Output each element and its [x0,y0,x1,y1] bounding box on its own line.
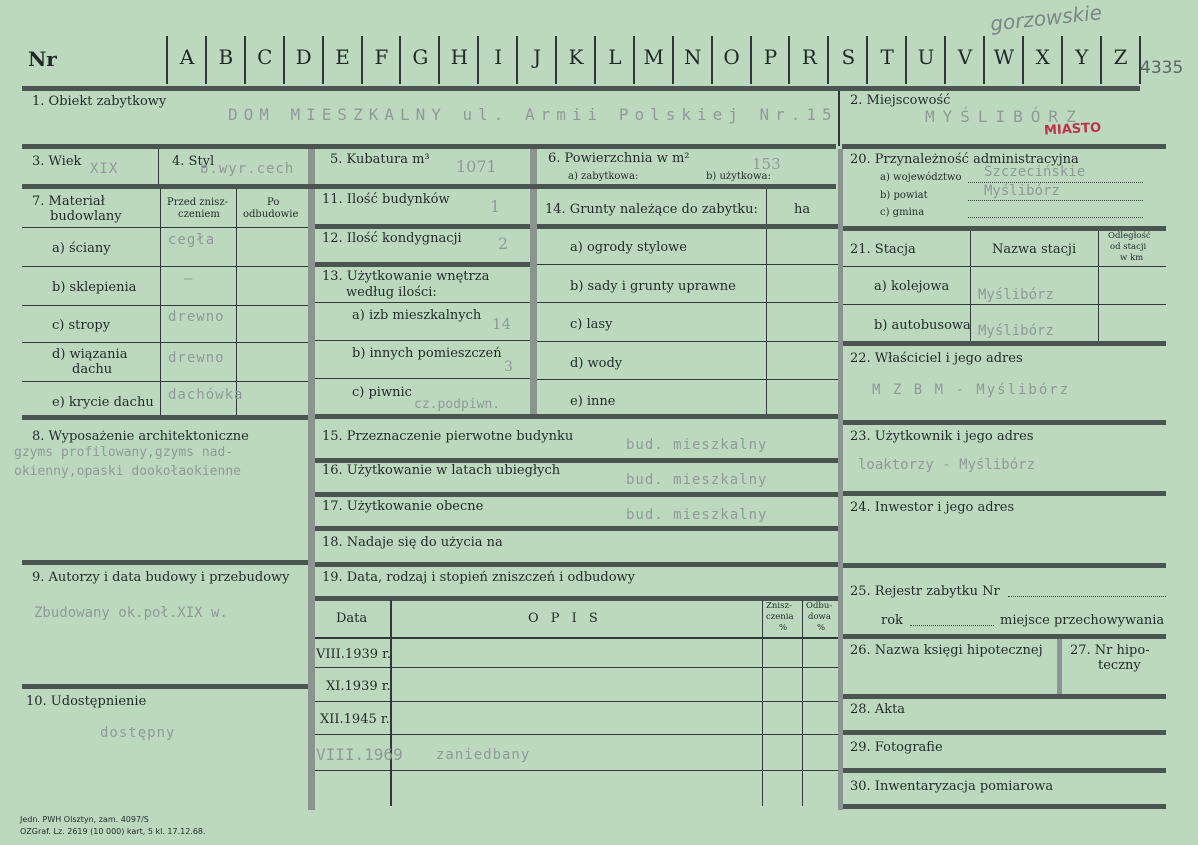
index-letter-c: C [257,45,273,69]
f21-a: a) kolejowa [874,279,950,294]
f21-b-value: Myślibórz [978,323,1054,339]
f17-label: 17. Użytkowanie obecne [322,499,484,514]
f19-col-destr-2: czenia [766,612,794,622]
index-letter-v: V [957,45,973,69]
f23-label: 23. Użytkownik i jego adres [850,429,1034,444]
footer-line-1: Jedn. PWH Olsztyn, zam. 4097/S [20,815,149,824]
f14-label: 14. Grunty należące do zabytku: [545,202,758,217]
f7-row-roof-value: dachówka [168,387,244,403]
f16-label: 16. Użytkowanie w latach ubiegłych [322,463,561,478]
rule [315,224,530,229]
f24-label: 24. Inwestor i jego adres [850,500,1015,515]
f7-row-vaults-value: – [184,271,194,287]
f6-a: a) zabytkowa: [568,171,639,182]
f7-col-before-2: czeniem [178,209,220,220]
f12-label: 12. Ilość kondygnacji [322,231,462,246]
f3-label: 3. Wiek [32,154,82,169]
rule [843,420,1166,425]
rule [842,144,1166,149]
f6-value: 153 [752,155,781,173]
rule [315,262,530,267]
f10-label: 10. Udostępnienie [26,694,147,709]
rule [537,264,838,265]
f2-label: 2. Miejscowość [850,93,951,108]
index-letter-o: O [723,45,740,69]
rule [315,492,838,497]
f19-col-rebuild-2: dowa [808,612,831,622]
divider [158,149,159,186]
column-divider [308,149,315,810]
f27-label-2: teczny [1098,658,1141,673]
f19-row-4-date: VIII.1969 [316,745,403,764]
f20-a: a) województwo [880,172,962,183]
f20-c: c) gmina [880,207,925,218]
f13-a-value: 14 [492,315,512,333]
rule [315,562,838,567]
f19-row-2-date: XI.1939 r. [326,679,391,694]
f7-row-trusses-label-1: d) wiązania [52,347,128,362]
rule [315,414,838,419]
index-letter-j: J [533,45,542,69]
f19-col-date: Data [336,611,368,626]
index-letter-d: D [295,45,312,69]
f20-b-value: Myślibórz [984,183,1060,199]
rule [843,266,1166,267]
dotted-line [1008,596,1166,597]
f13-c-value: cz.podpiwn. [414,397,501,412]
f15-label: 15. Przeznaczenie pierwotne budynku [322,429,574,444]
f7-row-ceilings-label: c) stropy [52,318,111,333]
index-letter-s: S [841,45,856,69]
f25-label: 25. Rejestr zabytku Nr [850,584,1000,599]
index-letter-i: I [494,45,503,69]
index-letter-f: F [374,45,389,69]
index-letter-x: X [1035,45,1050,69]
rule [315,667,838,668]
f26-label: 26. Nazwa księgi hipotecznej [850,643,1043,658]
f10-value: dostępny [100,725,176,741]
f20-a-value: Szczecińskie [984,164,1086,180]
f19-col-desc: O P I S [528,611,602,626]
index-letter-y: Y [1075,45,1089,69]
f21-col-dist-3: w km [1120,253,1144,263]
f13-b: b) innych pomieszczeń [352,346,502,361]
rule [537,379,838,380]
f17-value: bud. mieszkalny [626,507,768,523]
index-letter-a: A [179,45,195,69]
f12-value: 2 [498,234,509,253]
f25-rok: rok [881,613,903,628]
index-letter-m: M [643,45,665,69]
f1-value: DOM MIESZKALNY ul. Armii Polskiej Nr.15 [228,105,838,124]
rule [315,637,838,639]
rule [315,378,530,379]
f16-value: bud. mieszkalny [626,472,768,488]
f21-b: b) autobusowa [874,318,971,333]
footer-line-2: OZGraf. Lz. 2619 (10 000) kart, 5 kl. 17.12.68. [20,827,206,836]
rule [22,227,308,228]
f30-label: 30. Inwentaryzacja pomiarowa [850,779,1054,794]
f7-label-1: 7. Materiał [32,194,105,209]
f5-value: 1071 [456,157,497,176]
index-letter-w: W [993,45,1015,69]
column-divider [838,419,843,810]
f7-row-walls-label: a) ściany [52,241,111,256]
f13-label-1: 13. Użytkowanie wnętrza [322,269,490,284]
f6-label: 6. Powierzchnia w m² [548,151,690,166]
f19-col-destr-1: Znisz- [766,601,792,611]
index-letter-u: U [917,45,935,69]
rule [22,560,308,565]
f7-row-vaults-label: b) sklepienia [52,280,137,295]
f21-col-dist-2: od stacji [1110,242,1147,252]
rule [843,694,1166,699]
f4-value: b.wyr.cech [200,161,295,177]
f8-line-1: gzyms profilowany,gzyms nad- [14,445,234,460]
rule [22,415,308,420]
f19-row-4-desc: zaniedbany [436,747,531,763]
f2-stamp: MIASTO [1043,120,1102,139]
f7-row-walls-value: cegła [168,232,216,248]
index-letter-n: N [683,45,702,69]
rule [22,144,836,149]
f22-value: M Z B M - Myślibórz [872,382,1071,398]
rule [843,804,1166,809]
dotted-line [968,200,1143,201]
index-letter-e: E [335,45,350,69]
handwritten-region-note: gorzowskie [989,0,1104,36]
rule [537,302,838,303]
f14-item-d: d) wody [570,356,623,371]
index-letter-b: B [218,45,234,69]
f19-label: 19. Data, rodzaj i stopień zniszczeń i odbudowy [322,570,636,585]
f13-c: c) piwnic [352,385,412,400]
rule [843,768,1166,773]
rule [22,305,308,306]
index-letter-g: G [412,45,429,69]
f7-row-roof-label: e) krycie dachu [52,395,154,410]
f29-label: 29. Fotografie [850,740,943,755]
f20-b: b) powiat [880,190,928,201]
rule [843,634,1166,639]
header-rule [22,86,1140,91]
index-letter-r: R [801,45,817,69]
dotted-line [910,625,994,626]
rule [315,770,838,771]
rule [537,341,838,342]
divider [1098,231,1099,343]
index-letter-l: L [608,45,622,69]
rule [315,701,838,702]
f22-label: 22. Właściciel i jego adres [850,351,1023,366]
divider [390,600,392,806]
rule [843,341,1166,346]
f2-value: MYŚLIBÓRZ [925,107,1084,126]
f7-col-after-1: Po [267,197,280,208]
f8-label: 8. Wyposażenie architektoniczne [32,429,249,444]
f19-row-1-date: VIII.1939 r. [316,647,392,662]
rule [315,734,838,735]
column-divider [838,149,843,419]
f18-label: 18. Nadaje się do użycia na [322,535,503,550]
f14-item-a: a) ogrody stylowe [570,240,687,255]
f7-row-trusses-value: drewno [168,350,225,366]
f21-label: 21. Stacja [850,242,916,257]
f1-label: 1. Obiekt zabytkowy [32,94,167,109]
f8-line-2: okienny,opaski dookołaokienne [14,464,241,479]
f6-b: b) użytkowa: [706,171,771,182]
f9-label: 9. Autorzy i data budowy i przebudowy [32,570,290,585]
f7-col-after-2: odbudowie [243,209,299,220]
f13-b-value: 3 [504,359,513,375]
index-letter-p: P [763,45,778,69]
f3-value: XIX [90,161,119,177]
f5-label: 5. Kubatura m³ [330,152,430,167]
f7-row-trusses-label-2: dachu [72,362,113,377]
f13-label-2: według ilości: [346,285,437,300]
rule [315,302,530,303]
rule [315,596,838,601]
f14-item-b: b) sady i grunty uprawne [570,279,736,294]
f19-row-3-date: XII.1945 r. [320,712,390,727]
f21-col-dist-1: Odległość [1108,231,1151,241]
nr-label: Nr [28,47,57,71]
rule [843,491,1166,496]
f9-value: Zbudowany ok.poł.XIX w. [34,605,228,621]
rule [843,304,1166,305]
divider [802,600,803,806]
rule [843,730,1166,735]
dotted-line [968,217,1143,218]
divider [838,91,840,146]
f19-col-rebuild-1: Odbu- [806,601,833,611]
f15-value: bud. mieszkalny [626,437,768,453]
rule [843,563,1166,568]
handwritten-card-number: 4335 [1140,58,1184,78]
index-letter-z: Z [1113,45,1128,69]
rule [22,342,308,343]
f27-label-1: 27. Nr hipo- [1070,643,1150,658]
f25-place: miejsce przechowywania [1000,613,1165,628]
f23-value: loaktorzy - Myślibórz [858,457,1036,473]
rule [22,381,308,382]
rule [315,340,530,341]
rule [22,266,308,267]
f14-item-c: c) lasy [570,317,613,332]
f19-col-destr-3: % [779,623,788,633]
f28-label: 28. Akta [850,702,906,717]
rule [537,224,838,229]
f13-a: a) izb mieszkalnych [352,308,482,323]
f19-col-rebuild-3: % [817,623,826,633]
f11-label: 11. Ilość budynków [322,192,450,207]
f7-col-before-1: Przed znisz- [167,197,228,208]
rule [315,526,838,531]
f14-item-e: e) inne [570,394,616,409]
index-letter-k: K [568,45,584,69]
index-letter-t: T [880,45,894,69]
index-letter-h: H [450,45,469,69]
f20-label: 20. Przynależność administracyjna [850,152,1079,167]
rule [22,684,308,689]
f21-a-value: Myślibórz [978,287,1054,303]
f7-row-ceilings-value: drewno [168,309,225,325]
f7-label-2: budowlany [50,209,122,224]
f4-label: 4. Styl [172,154,215,169]
f14-unit: ha [794,202,811,217]
rule [22,184,836,189]
f21-col-name: Nazwa stacji [992,242,1077,257]
divider [762,600,763,806]
f11-value: 1 [490,197,501,216]
column-divider [1057,639,1062,695]
